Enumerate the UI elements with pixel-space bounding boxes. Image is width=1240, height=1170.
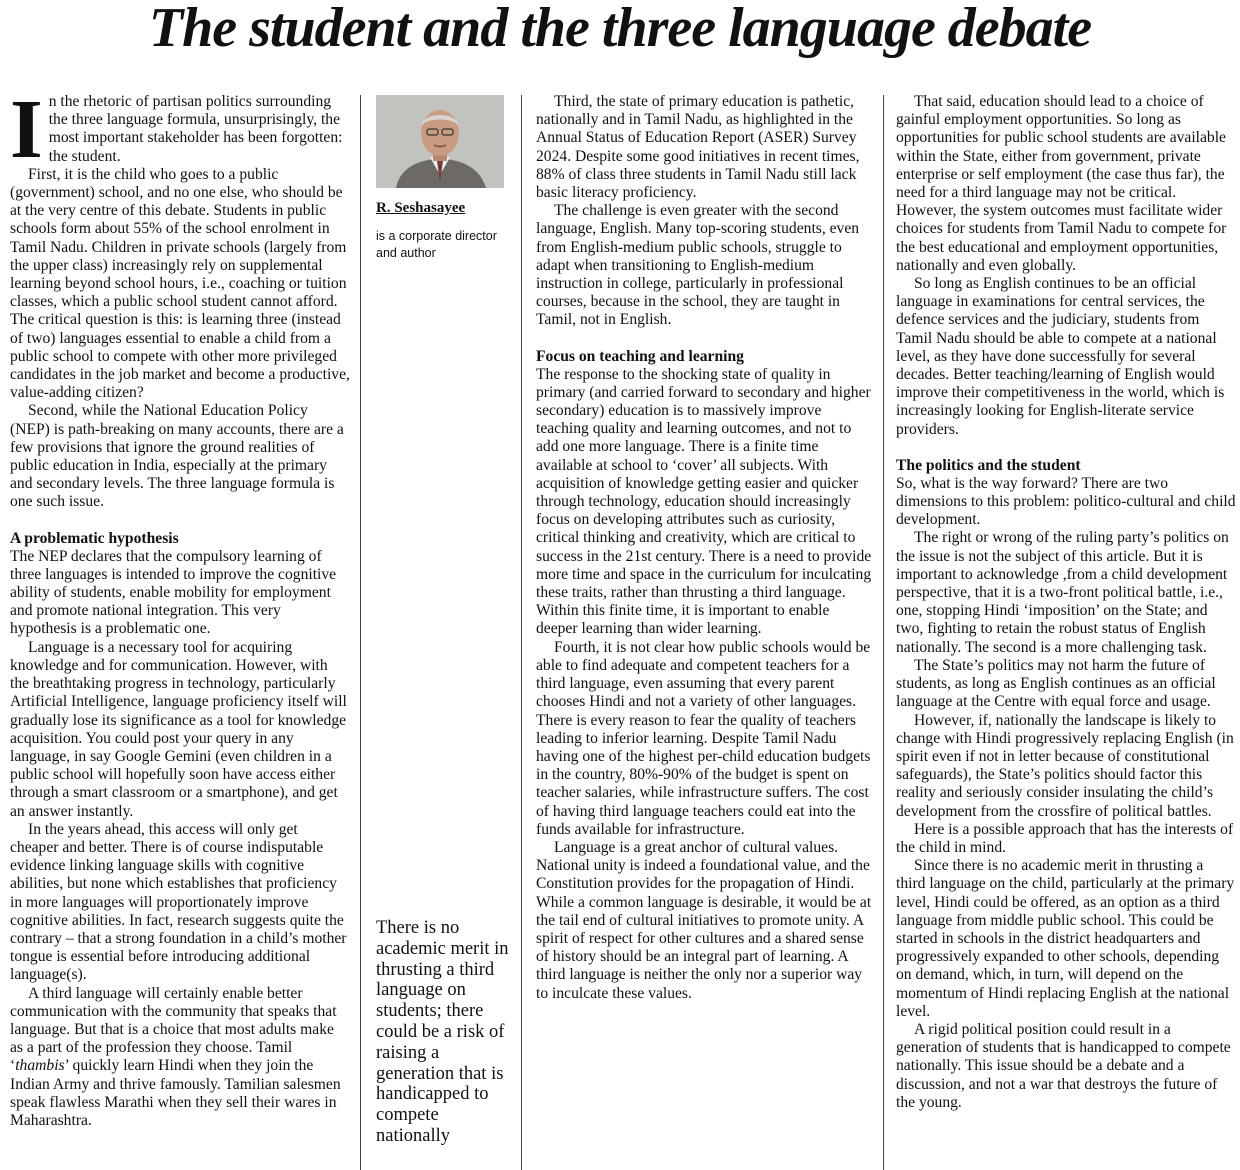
article-paragraph: However, if, nationally the landscape is likely to change with Hindi progressively replacing English (in spirit even if not in letter because of constitutional safeguards), the State’s politics should factor this reality and seriously consider insulating the child’s development from the crossfire of political battles. bbox=[896, 711, 1234, 820]
article-paragraph: In the years ahead, this access will only get cheaper and better. There is of course indisputable evidence linking language skills with cognitive abilities, but none which establishes that proficiency in more languages will proportionately improve cognitive abilities. In fact, research suggests quite the contrary – that a strong foundation in a child’s mother tongue is essential before introducing additional language(s). bbox=[10, 820, 347, 984]
author-name[interactable]: R. Seshasayee bbox=[376, 200, 466, 216]
article-paragraph: Third, the state of primary education is pathetic, nationally and in Tamil Nadu, as highlighted in the Annual Status of Education Report (ASER) Survey 2024. Despite some good initiatives in recent times, 88% of class three students in Tamil Nadu still lack basic literacy proficiency. bbox=[536, 93, 860, 202]
column-rule bbox=[883, 95, 884, 1170]
article-paragraph: Language is a necessary tool for acquiring knowledge and for communication. However, with the breathtaking progress in technology, particularly Artificial Intelligence, language proficiency itself will gradually lose its significance as a tool for knowledge acquisition. You could post your query in any language, in say Google Gemini (even children in a public school will hopefully soon have access either through a smart classroom or a smartphone), and get an answer instantly. bbox=[10, 638, 347, 820]
article-column-1 bbox=[10, 83, 350, 1130]
article-paragraph: The response to the shocking state of quality in primary (and carried forward to secondary and higher secondary) education is to massively improve teaching quality and learning outcomes, and not to add one more language. There is a finite time available at school to ‘cover’ all subjects. With acquisition of knowledge getting easier and quicker through technology, education should increasingly focus on developing attributes such as curiosity, critical thinking and creativity, which are critical to success in the 21st century. There is a need to provide more time and space in the curriculum for inculcating these traits, rather than thrusting a third language. Within this finite time, it is important to enable deeper learning than wider learning. bbox=[536, 365, 872, 638]
section-heading: A problematic hypothesis bbox=[10, 529, 179, 547]
article-paragraph: Since there is no academic merit in thrusting a third language on the child, particularly at the primary level, Hindi could be offered, as an option as a third language from middle public school. This could be started in schools in the district headquarters and progressively expanded to other schools, depending on demand, which, in turn, will depend on the momentum of Hindi replacing English at the national level. bbox=[896, 857, 1235, 1020]
article-paragraph: The challenge is even greater with the second language, English. Many top-scoring students, even from English-medium public schools, struggle to adapt when transitioning to English-medium instruction in college, particularly in professional courses, because in the school, they are taught in Tamil, not in English. bbox=[536, 202, 860, 329]
headline: The student and the three language debate bbox=[148, 0, 1092, 59]
article-column-3 bbox=[896, 93, 1236, 1112]
article-column-2 bbox=[536, 93, 872, 1003]
article-paragraph: A third language will certainly enable better communication with the community that speaks that language. But that is a choice that most adults make as a part of the profession they choose. Tamil ‘thambis’ quickly learn Hindi when they join the Indian Army and thrive famously. Tamilian salesmen speak flawless Marathi when they sell their wares in Maharashtra. bbox=[10, 984, 341, 1129]
drop-cap: I bbox=[10, 83, 43, 176]
author-portrait-icon bbox=[376, 95, 504, 188]
article-paragraph: The right or wrong of the ruling party’s politics on the issue is not the subject of this article. But it is important to acknowledge ,from a child development perspective, that it is a two-front political battle, i.e., one, stopping Hindi ‘imposition’ on the State; and two, fighting to retain the robust status of English nationally. The second is a more challenging task. bbox=[896, 529, 1229, 656]
article-paragraph: Second, while the National Education Policy (NEP) is path-breaking on many accounts, there are a few provisions that ignore the ground realities of public education in India, especially at the primary and secondary levels. The three language formula is one such issue. bbox=[10, 402, 344, 511]
article-paragraph: Fourth, it is not clear how public schools would be able to find adequate and competent teachers for a third language, even assuming that every parent chooses Hindi and not a variety of other languages. There is every reason to fear the quality of teachers leading to inferior learning. Despite Tamil Nadu having one of the highest per-child education budgets in the country, 80%-90% of the budget is spent on teacher salaries, while infrastructure suffers. The cost of having third language teachers could eat into the funds available for infrastructure. bbox=[536, 638, 871, 838]
article-paragraph: So, what is the way forward? There are two dimensions to this problem: politico-cultural and child development. bbox=[896, 474, 1236, 529]
article-paragraph: The State’s politics may not harm the future of students, as long as English continues as an official language at the Centre with equal force and usage. bbox=[896, 656, 1216, 711]
article-paragraph: First, it is the child who goes to a public (government) school, and no one else, who should be at the very centre of this debate. Students in public schools form about 55% of the school enrolment in Tamil Nadu. Children in private schools (largely from the upper class) increasingly rely on supplemental learning beyond school hours, i.e., coaching or tuition classes, which a public school student cannot afford. The critical question is this: is learning three (instead of two) languages essential to enable a child from a public school to compete with other more privileged candidates in the job market and become a productive, value-adding citizen? bbox=[10, 165, 350, 402]
author-photo bbox=[376, 95, 504, 188]
article-paragraph: That said, education should lead to a choice of gainful employment opportunities. So long as opportunities for public school students are available within the State, either from government, private enterprise or self employment (the case thus far), the need for a third language may not be critical. However, the system outcomes must facilitate wider choices for students from Tamil Nadu to compete for the best educational and employment opportunities, nationally and even globally. bbox=[896, 93, 1227, 274]
pull-quote: There is no academic merit in thrusting a third language on students; there could be a risk of raising a generation that is handicapped to compete nationally bbox=[376, 918, 509, 1146]
section-heading: The politics and the student bbox=[896, 456, 1081, 474]
article-paragraph: So long as English continues to be an official language in examinations for central services, the defence services and the judiciary, students from Tamil Nadu should be able to compete at a national level, as they have done successfully for several decades. Better teaching/learning of English would improve their competitiveness in the world, which is increasingly looking for English-literate service providers. bbox=[896, 275, 1225, 438]
article-paragraph: A rigid political position could result in a generation of students that is handicapped to compete nationally. This issue should be a debate and a discussion, and not a war that destroys the future of the young. bbox=[896, 1020, 1231, 1111]
column-rule bbox=[521, 95, 522, 1170]
article-paragraph: The NEP declares that the compulsory learning of three languages is intended to improve the cognitive ability of students, enable mobility for employment and promote national integration. This very hypothesis is a problematic one. bbox=[10, 547, 337, 638]
article-paragraph: Here is a possible approach that has the interests of the child in mind. bbox=[896, 820, 1234, 856]
column-rule bbox=[360, 95, 361, 1170]
author-bio: is a corporate director and author bbox=[376, 229, 497, 260]
article-paragraph: In the rhetoric of partisan politics surrounding the three language formula, unsurprisingly, the most important stakeholder has been forgotten: the student. bbox=[10, 83, 343, 176]
article-paragraph: Language is a great anchor of cultural values. National unity is indeed a foundational value, and the Constitution provides for the propagation of Hindi. While a common language is desirable, it would be at the tail end of cultural initiatives to promote unity. A spirit of respect for other cultures and a shared sense of history should be an integral part of learning. A third language is neither the only nor a superior way to inculcate these values. bbox=[536, 838, 872, 1002]
section-heading: Focus on teaching and learning bbox=[536, 347, 744, 365]
